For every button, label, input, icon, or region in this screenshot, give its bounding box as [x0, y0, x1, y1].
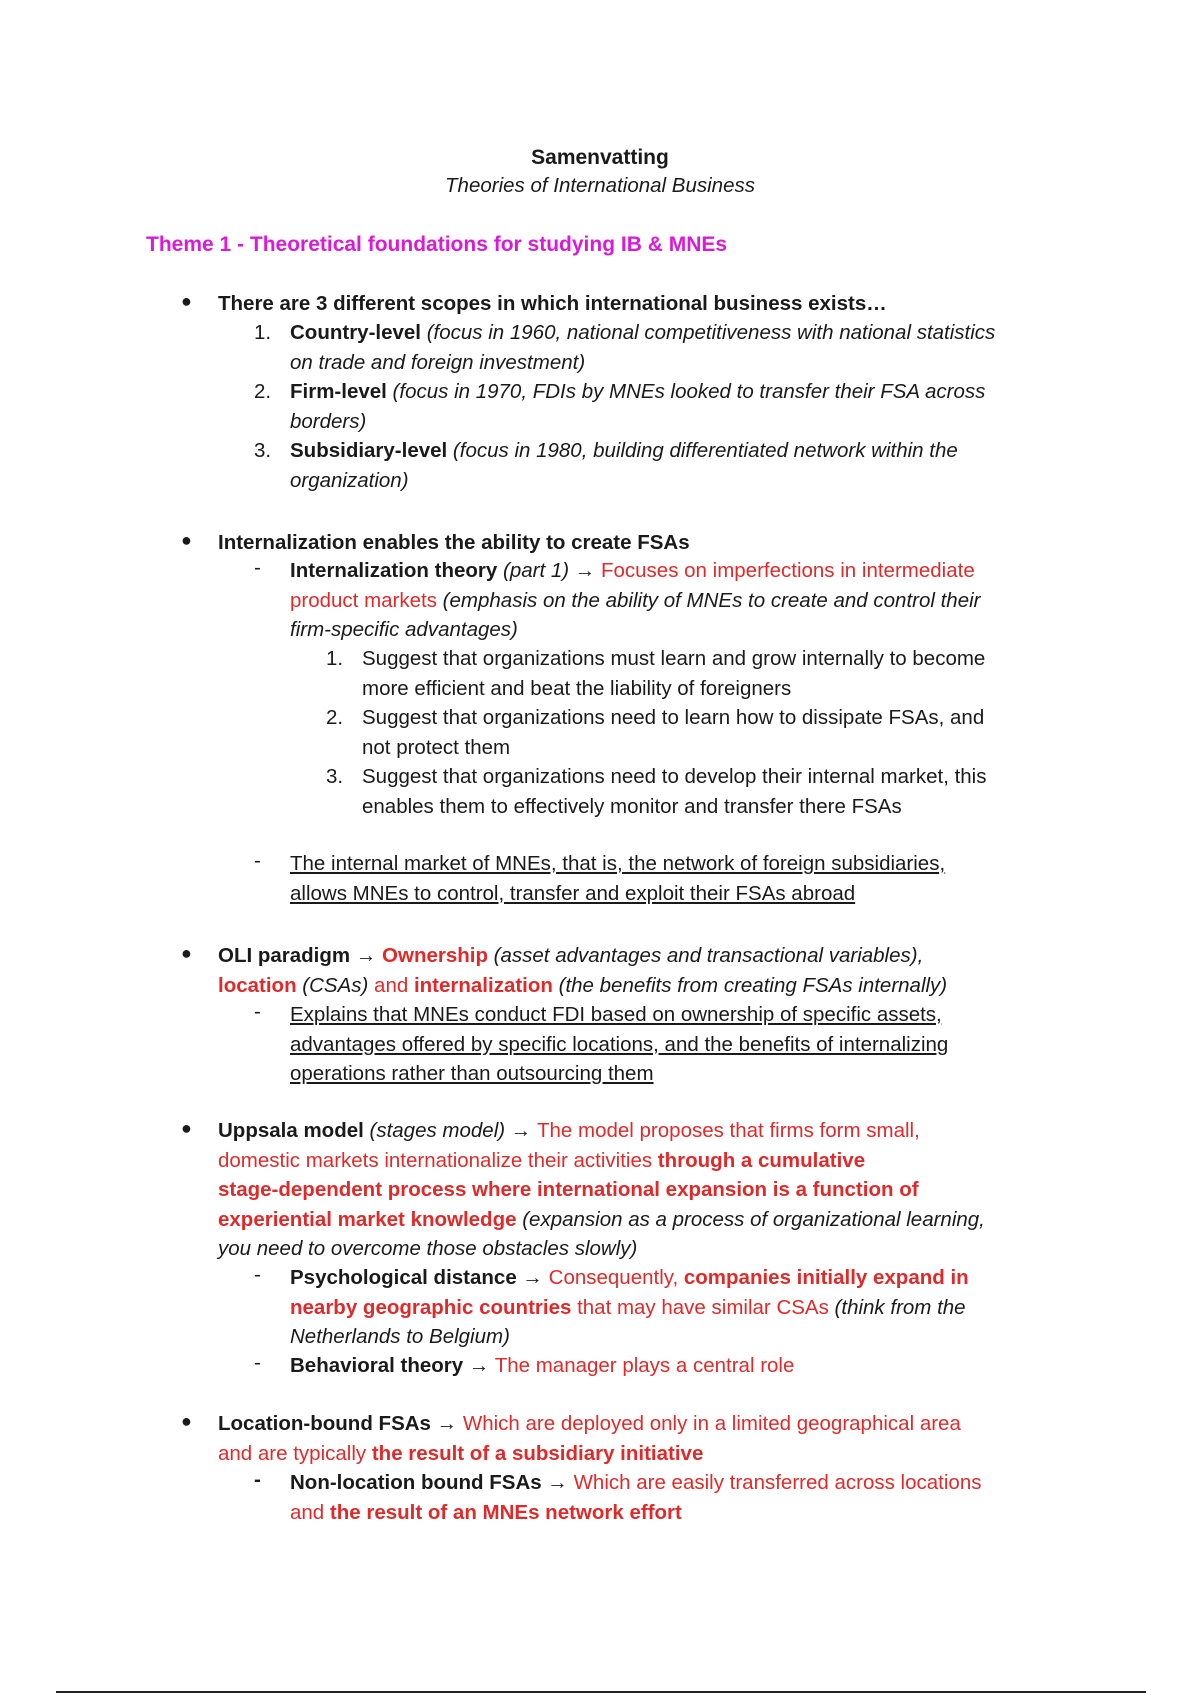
- section-scopes: [218, 289, 887, 319]
- behavioral-theory: Behavioral theory → The manager plays a central role: [290, 1354, 795, 1377]
- dash-marker: -: [254, 1000, 261, 1023]
- bullet-icon: ●: [181, 1411, 192, 1431]
- dash-marker: -: [254, 1263, 261, 1286]
- theme-heading: Theme 1 - Theoretical foundations for studying IB & MNEs: [146, 233, 728, 256]
- section-oli: OLI paradigm → Ownership (asset advantages and transactional variables), location (CSAs) and internalization (the benefits from creating FSAs internally): [218, 944, 948, 997]
- section-internalization: [218, 528, 690, 558]
- section-location-bound: Location-bound FSAs → Which are deployed only in a limited geographical area and are typically the result of a subsidiary initiative: [218, 1412, 961, 1465]
- non-location-bound: Non-location bound FSAs → Which are easily transferred across locations and the result of an MNEs network effort: [290, 1471, 982, 1524]
- dash-marker: -: [254, 849, 261, 872]
- bullet-icon: ●: [181, 530, 192, 550]
- dash-marker: -: [254, 1351, 261, 1374]
- bullet-icon: ●: [181, 943, 192, 963]
- section-heading: There are 3 different scopes in which international business exists…: [218, 292, 887, 315]
- document-title: Samenvatting: [531, 146, 669, 169]
- internal-market-note: The internal market of MNEs, that is, the network of foreign subsidiaries, allows MNEs to control, transfer and exploit their FSAs abroad: [290, 852, 946, 905]
- section-uppsala: Uppsala model (stages model) → The model proposes that firms form small, domestic markets internationalize their activities through a cumulative stage-dependent process where international expansion is a function of experiential market knowledge (expansion as a process of organizational learning, you need to overcome those obstacles slowly): [218, 1119, 985, 1260]
- oli-explanation: Explains that MNEs conduct FDI based on ownership of specific assets, advantages offered by specific locations, and the benefits of internalizing operations rather than outsourcing them: [290, 1003, 949, 1085]
- bullet-icon: ●: [181, 1118, 192, 1138]
- bullet-icon: ●: [181, 291, 192, 311]
- section-heading: Internalization enables the ability to create FSAs: [218, 531, 690, 554]
- internalization-theory: Internalization theory (part 1) → Focuses on imperfections in intermediate product markets (emphasis on the ability of MNEs to create and control their firm-specific advantages): [290, 559, 981, 641]
- dash-marker: -: [254, 1468, 261, 1491]
- document-subtitle: Theories of International Business: [445, 174, 755, 197]
- footer-divider: [56, 1691, 1146, 1693]
- psychological-distance: Psychological distance → Consequently, companies initially expand in nearby geographic countries that may have similar CSAs (think from the Netherlands to Belgium): [290, 1266, 969, 1348]
- dash-marker: -: [254, 556, 261, 579]
